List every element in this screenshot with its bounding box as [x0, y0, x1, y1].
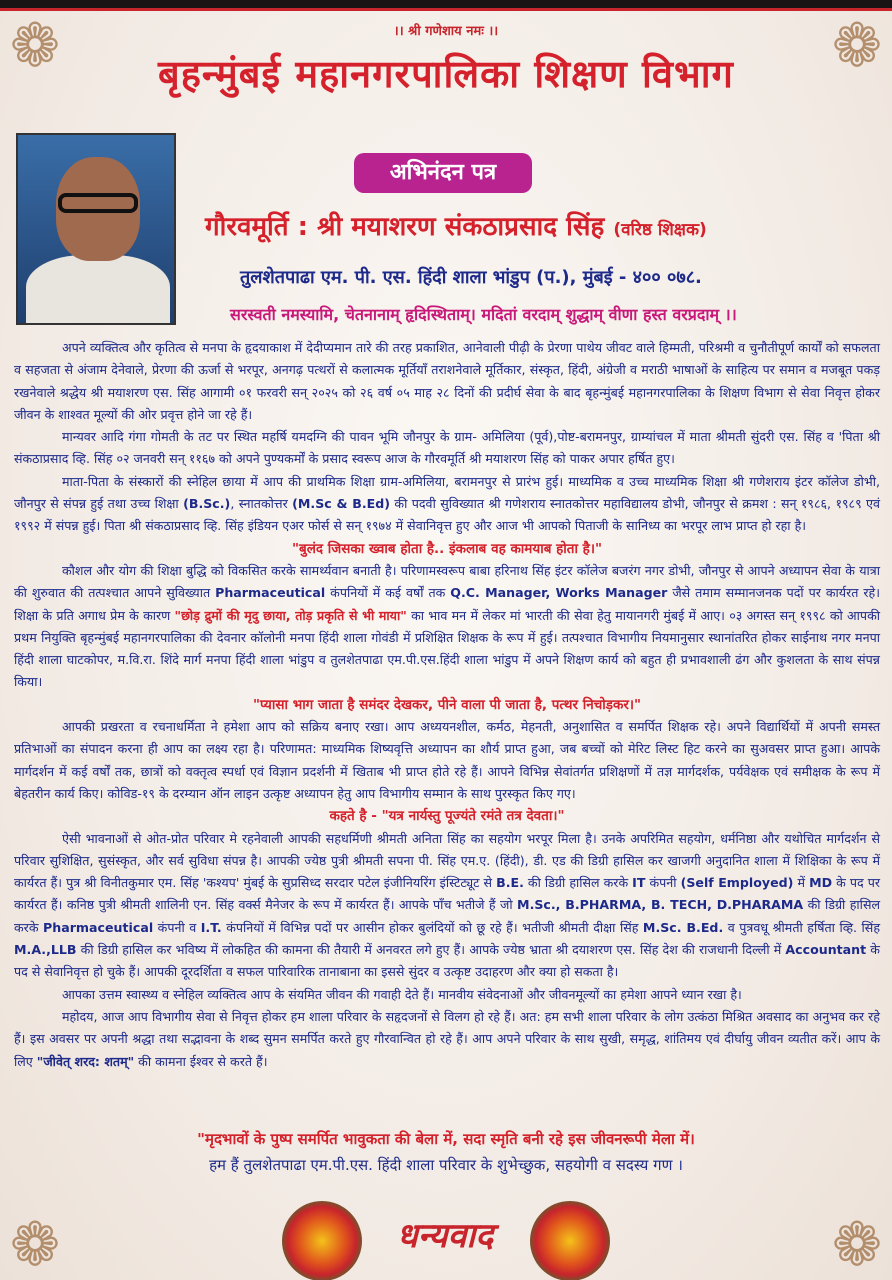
floral-corner-icon: ❁: [9, 1210, 61, 1280]
floral-corner-icon: ❁: [9, 11, 61, 81]
paragraph-text: कंपनियों में कई वर्षों तक: [325, 585, 451, 601]
body-paragraph: [14, 560, 880, 694]
paragraph-text: जैसे तमाम सम्मानजनक पदों पर कार्यरत रहे। शिक्षा के प्रति अगाध प्रेम के कारण: [14, 585, 880, 623]
paragraph-text: अपने व्यक्तित्व और कृतित्व से मनपा के हृदयाकाश में देदीप्यमान तारे की तरह प्रकाशित, आनेवाली पीढ़ी के प्रेरणा पाथेय जीवट वाले हिम्मती, परिश्रमी व चुनौतीपूर्ण कार्यों को सफलता व सहजता से अंजाम देनेवाले, प्रेरणा की ऊर्जा से भरपूर, अनगढ़ पत्थरों से कलात्मक मूर्तियाँ तराशनेवाले मूर्तिकार, संस्कृत, हिंदी, अंग्रेजी व मराठी भाषाओं के साहित्य पर समान व मजबूत पकड़ रखनेवाले श्रद्धेय श्री मयाशरण एस. सिंह आगामी ०१ फरवरी सन् २०२५ को २६ वर्ष ०५ माह २८ दिनों की प्रदीर्घ सेवा के बाद बृहन्मुंबई महानगरपालिका के शिक्षण विभाग से सेवा निवृत्त होकर जीवन के शाश्वत मूल्यों की ओर प्रवृत्त होने जा रहे हैं।: [14, 340, 880, 422]
body-paragraph: [14, 337, 880, 426]
paragraph-text: की डिग्री हासिल करके: [14, 897, 880, 935]
paragraph-text: "प्यासा भाग जाता है समंदर देखकर, पीने वाला पी जाता है, पत्थर निचोड़कर।": [252, 696, 642, 713]
photo-shirt: [26, 255, 170, 325]
paragraph-text: के पद से सेवानिवृत्त हो चुके हैं। आपकी दूरदर्शिता व सफल पारिवारिक तानाबाना का इससे सुंदर व उत्कृष्ट उदाहरण और क्या हो सकता है।: [14, 942, 880, 980]
quote-line: [14, 538, 880, 560]
body-paragraph: [14, 471, 880, 538]
paragraph-text: कहते है - "यत्र नार्यस्तु पूज्यंते रमंते तत्र देवता।": [329, 808, 565, 825]
emphasized-text: Accountant: [785, 942, 867, 958]
quote-line: [14, 805, 880, 827]
body-paragraph: [14, 1006, 880, 1073]
paragraph-text: महोदय, आज आप विभागीय सेवा से निवृत्त होकर हम शाला परिवार के सहृदजनों से विलग हो रहे हैं। अत: हम सभी शाला परिवार के लोग उत्कंठा मिश्रित अवसाद का अनुभव कर रहे हैं। इस अवसर पर अपनी श्रद्धा तथा सद्भावना के शब्द सुमन समर्पित करते हुए गौरवान्वित हो रहे हैं। आप अपने परिवार के साथ सुखी, समृद्ध, शांतिमय एवं दीर्घायु जीवन व्यतीत करें। आप के लिए: [14, 1008, 880, 1069]
emphasized-text: "जीवेत् शरद: शतम्": [36, 1053, 135, 1069]
paragraph-text: कंपनियों में विभिन्न पदों पर आसीन होकर बुलंदियों को छू रहे हैं। भतीजी श्रीमती दीक्षा सिंह: [221, 919, 643, 935]
closing-signature: हम हैं तुलशेतपाढा एम.पी.एस. हिंदी शाला परिवार के शुभेच्छुक, सहयोगी व सदस्य गण ।: [209, 1156, 683, 1174]
emphasized-text: Pharmaceutical: [215, 585, 326, 601]
paragraph-text: की डिग्री हासिल करके: [523, 875, 633, 891]
flower-bouquet-icon: [282, 1201, 362, 1280]
emphasized-text: (B.Sc.): [183, 496, 231, 512]
emphasized-text: M.Sc., B.PHARMA, B. TECH, D.PHARAMA: [517, 897, 804, 913]
paragraph-text: ऐसी भावनाओं से ओत-प्रोत परिवार मे रहनेवाली आपकी सहधर्मिणी श्रीमती अनिता सिंह का सहयोग भरपूर मिला है। उनके अपरिमित सहयोग, धर्मनिष्ठा और यथोचित मार्गदर्शन से परिवार सुशिक्षित, सुसंस्कृत, और सर्व सुविधा संपन्न है। आपकी ज्येष्ठ पुत्री श्रीमती सपना पी. सिंह एम.ए. (हिंदी), डी. एड की डिग्री हासिल कर खाजगी अनुदानित शाला में शिक्षिका के रूप में कार्यरत हैं। पुत्र श्री विनीतकुमार एम. सिंह 'कश्यप' मुंबई के सुप्रसिध्द सरदार पटेल इंजीनियरिंग इंस्टिट्यूट से: [14, 830, 880, 891]
paragraph-text: की डिग्री हासिल कर भविष्य में लोकहित की कामना की तैयारी में अनवरत लगे हुए हैं। आपके ज्येष्ठ भ्राता श्री दयाशरण एस. सिंह देश की राजधानी दिल्ली में: [76, 942, 786, 958]
emphasized-text: B.E.: [496, 875, 524, 891]
paragraph-text: की कामना ईश्वर से करते हैं।: [134, 1053, 268, 1069]
page-title: बृहन्मुंबई महानगरपालिका शिक्षण विभाग: [158, 52, 734, 96]
paragraph-text: कौशल और योग की शिक्षा बुद्धि को विकसित करके सामर्थ्यवान बनाती है। परिणामस्वरूप बाबा हरिनाथ सिंह इंटर कॉलेज बजरंग नगर डोभी, जौनपुर से आपने अध्यापन सेवा के यात्रा की शुरुवात की तत्पश्चात आपने सुविख्यात: [14, 562, 880, 601]
floral-corner-icon: ❁: [831, 1210, 883, 1280]
letter-type-badge: अभिनंदन पत्र: [354, 153, 532, 193]
paragraph-text: कंपनी व: [153, 919, 201, 935]
thanks-calligraphy: धन्यवाद: [396, 1216, 494, 1256]
invocation: ।। श्री गणेशाय नमः ।।: [393, 24, 499, 39]
emphasized-text: IT: [632, 875, 646, 891]
closing: [0, 1129, 892, 1175]
shloka: सरस्वती नमस्यामि, चेतनानाम् हृदिस्थिताम्। मदितां वरदाम् शुद्धाम् वीणा हस्त वरप्रदाम् ।।: [230, 305, 737, 324]
honoree-photo: [16, 133, 176, 325]
felicitation-letter: [0, 8, 892, 1280]
emphasized-text: M.A.,LLB: [14, 942, 77, 958]
emphasized-text: (Self Employed): [680, 875, 794, 891]
paragraph-text: "बुलंद जिसका ख्वाब होता है.. इंकलाब वह कामयाब होता है।": [292, 540, 602, 557]
quote-line: [14, 694, 880, 716]
emphasized-text: "छोड़ द्रुमों की मृदु छाया, तोड़ प्रकृति से भी माया": [174, 607, 407, 623]
school-address: तुलशेतपाढा एम. पी. एस. हिंदी शाला भांडुप (प.), मुंबई - ४०० ०७८.: [240, 267, 702, 288]
floral-corner-icon: ❁: [831, 11, 883, 81]
body-paragraph: [14, 426, 880, 471]
emphasized-text: Pharmaceutical: [43, 919, 154, 935]
emphasized-text: MD: [809, 875, 833, 891]
emphasized-text: Q.C. Manager, Works Manager: [450, 585, 668, 601]
emphasized-text: M.Sc. B.Ed.: [642, 919, 724, 935]
paragraph-text: का भाव मन में लेकर मां भारती की सेवा हेतु मायानगरी मुंबई में आए। ०३ अगस्त सन् १९९८ को आपकी प्रथम नियुक्ति बृहन्मुंबई महानगरपालिका की देवनार कॉलोनी मनपा हिंदी शाला गोवंडी में प्रशिक्षित शिक्षक के रूप में हुई। तत्पश्चात विभागीय नियमानुसार स्थानांतरित होकर साईनाथ नगर मनपा हिंदी शाला घाटकोपर, म.वि.रा. शिंदे मार्ग मनपा हिंदी शाला भांडुप व तुलशेतपाढा एम.पी.एस.हिंदी शाला भांडुप में अपने शिक्षण कार्य को बहुत ही प्रभावशाली ढंग और कुशलता के साथ संपन्न किया।: [14, 607, 880, 690]
emphasized-text: (M.Sc & B.Ed): [292, 496, 391, 512]
paragraph-text: , स्नातकोत्तर: [230, 496, 293, 512]
paragraph-text: में: [793, 875, 810, 891]
paragraph-text: के पद पर कार्यरत हैं। कनिष्ठ पुत्री श्रीमती शालिनी एन. सिंह वर्क्स मैनेजर के रूप में कार्यरत हैं। आपके पाँच भतीजे हैं जो: [14, 875, 881, 913]
paragraph-text: व पुत्रवधू श्रीमती हर्षिता व्हि. सिंह: [723, 919, 881, 935]
paragraph-text: की पदवी सुविख्यात श्री गणेशराय स्नातकोत्तर महाविद्यालय डोभी, जौनपुर से क्रमश : सन् १९८६, १९८९ एवं १९९२ में संपन्न हुई। पिता श्री संकठाप्रसाद व्हि. सिंह इंडियन एअर फोर्स से सन् १९७४ में सेवानिवृत्त हुए और आज भी आपको पिताजी के सानिध्य का भरपूर लाभ प्राप्त हो रहा है।: [14, 496, 880, 534]
paragraph-text: कंपनी: [645, 875, 681, 891]
body-paragraph: [14, 716, 880, 805]
photo-glasses: [58, 193, 138, 213]
paragraph-text: आपका उत्तम स्वास्थ्य व स्नेहिल व्यक्तित्व आप के संयमित जीवन की गवाही देते हैं। मानवीय संवेदनाओं और जीवनमूल्यों का हमेशा आपने ध्यान रखा है।: [62, 986, 742, 1002]
flower-bouquet-icon: [530, 1201, 610, 1280]
paragraph-text: मान्यवर आदि गंगा गोमती के तट पर स्थित महर्षि यमदग्नि की पावन भूमि जौनपुर के ग्राम- अमिलिया (पूर्व),पोष्ट-बरामनपुर, ग्राम्यांचल में माता श्रीमती सुंदरी एस. सिंह व 'पिता श्री संकठाप्रसाद व्हि. सिंह ०२ जनवरी सन् ११६७ को अपने पुण्यकर्मों के प्रसाद स्वरूप आज के गौरवमूर्ति श्री मयाशरण सिंह को पाकर अपार हर्षित हुए।: [14, 429, 880, 467]
paragraph-text: आपकी प्रखरता व रचनाधर्मिता ने हमेशा आप को सक्रिय बनाए रखा। आप अध्ययनशील, कर्मठ, मेहनती, अनुशासित व समर्पित शिक्षक रहे। अपने विद्यार्थियों में अपनी समस्त प्रतिभाओं का संपादन करना ही आप का लक्ष्य रहा है। परिणामत: माध्यमिक शिष्यवृत्ति अध्यापन का शौर्य प्राप्त हुआ, जब बच्चों को मेरिट लिस्ट हिट करने का सुअवसर प्राप्त हुआ। आपके मार्गदर्शन में कई वर्षों तक, छात्रों को वक्तृत्व स्पर्धा एवं विज्ञान प्रदर्शनी में खिताब भी प्राप्त होते रहे हैं। आपने विभिन्न सेवांतर्गत प्रशिक्षणों में तज्ञ मार्गदर्शक, पर्यवेक्षक एवं समीक्षक के रूप में बेहतरीन कार्य किए। कोविड-१९ के दरम्यान ऑन लाइन उत्कृष्ट अध्यापन हेतु आप विभागीय सम्मान के साथ पुरस्कृत किए गए।: [14, 719, 880, 801]
paragraph-text: माता-पिता के संस्कारों की स्नेहिल छाया में आप की प्राथमिक शिक्षा ग्राम-अमिलिया, बरामनपुर से प्रारंभ हुई। माध्यमिक व उच्च माध्यमिक शिक्षा श्री गणेशराय इंटर कॉलेज डोभी, जौनपुर से संपन्न हुई तथा उच्च शिक्षा: [14, 473, 880, 512]
emphasized-text: I.T.: [200, 919, 222, 935]
body-paragraph: [14, 828, 880, 984]
honoree-name: [205, 207, 885, 243]
body-paragraph: [14, 984, 880, 1006]
letter-body: [14, 337, 880, 1073]
closing-couplet: "मृदभावों के पुष्प समर्पित भावुकता की बेला में, सदा स्मृति बनी रहे इस जीवनरूपी मेला में।: [197, 1130, 695, 1148]
honoree-name-text: गौरवमूर्ति : श्री मयाशरण संकठाप्रसाद सिंह: [205, 212, 605, 242]
honoree-rank: (वरिष्ठ शिक्षक): [613, 220, 707, 240]
